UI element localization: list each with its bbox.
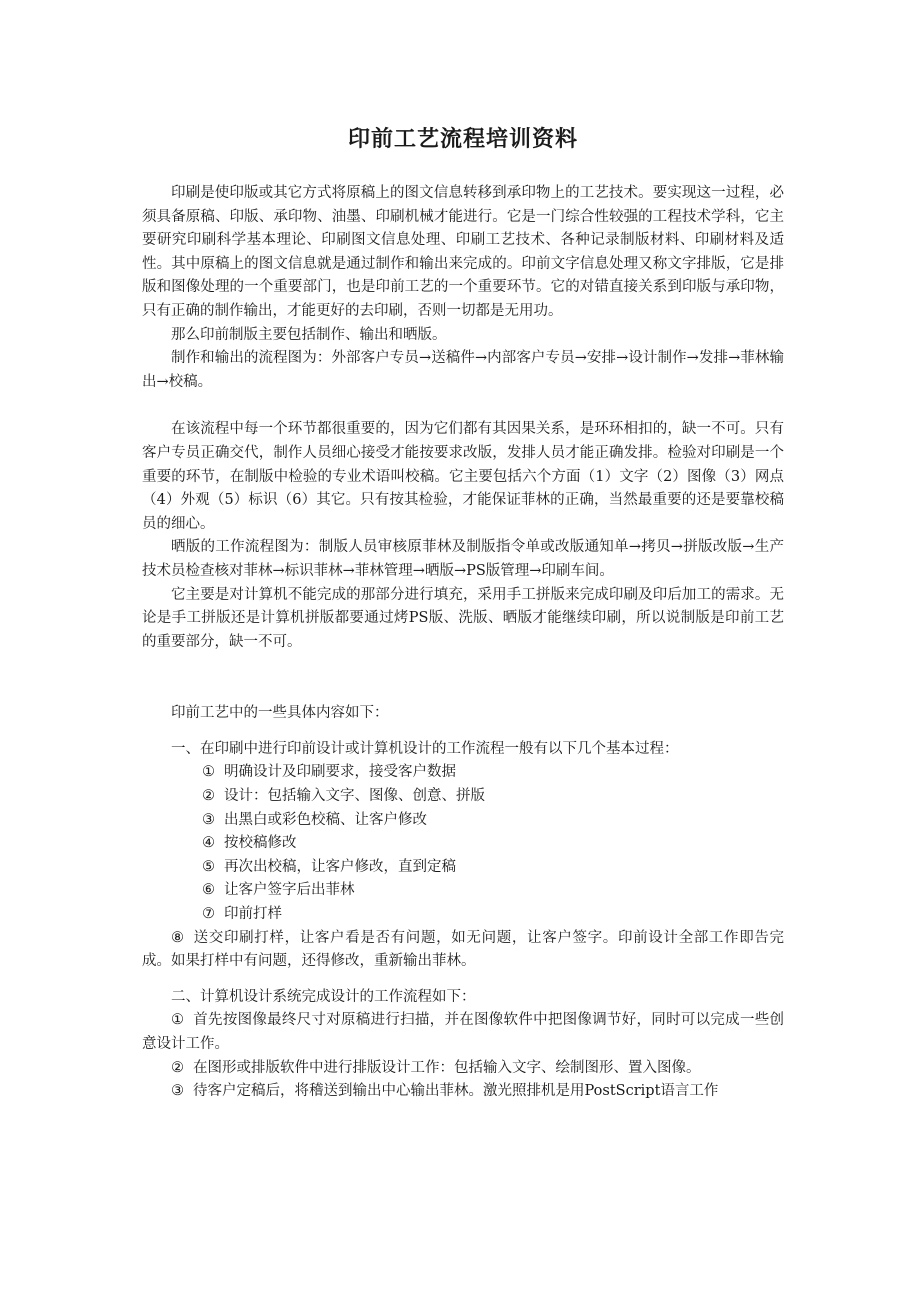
list-number: ②	[171, 1059, 184, 1076]
section1-heading: 一、在印刷中进行印前设计或计算机设计的工作流程一般有以下几个基本过程：	[171, 740, 679, 757]
list-text: 明确设计及印刷要求，接受客户数据	[224, 764, 456, 781]
list-item	[142, 832, 784, 856]
list-number: ②	[202, 788, 215, 805]
list-number: ①	[202, 764, 215, 781]
list-item	[142, 856, 784, 880]
list-item	[142, 879, 784, 903]
paragraph-inspection: 在该流程中每一个环节都很重要的，因为它们都有其因果关系，是环环相扣的，缺一不可。只有客户专员正确交代，制作人员细心接受才能按要求改版，发排人员才能正确发排。检验对印刷是一个重要的环节，在制版中检验的专业术语叫校稿。它主要包括六个方面（1）文字（2）图像（3）网点（4）外观（5）标识（6）其它。只有按其检验，才能保证菲林的正确，当然最重要的还是要靠校稿员的细心。	[142, 421, 784, 532]
list-item	[142, 761, 784, 785]
list-number: ③	[171, 1083, 184, 1100]
list-item	[142, 809, 784, 833]
list-text: 首先按图像最终尺寸对原稿进行扫描，并在图像软件中把图像调节好，同时可以完成一些创意设计工作。	[142, 1012, 784, 1052]
list-number: ⑦	[202, 906, 215, 923]
section2-heading: 二、计算机设计系统完成设计的工作流程如下：	[171, 988, 476, 1005]
paragraph-prepress-scope: 那么印前制版主要包括制作、输出和晒版。	[171, 326, 447, 343]
list-number: ⑤	[202, 858, 215, 875]
paragraph-output-flow: 制作和输出的流程图为：外部客户专员→送稿件→内部客户专员→安排→设计制作→发排→菲林输出→校稿。	[142, 350, 784, 390]
list-text: 出黑白或彩色校稿、让客户修改	[224, 811, 427, 828]
paragraph-manual-plate: 它主要是对计算机不能完成的那部分进行填充，采用手工拼版来完成印刷及印后加工的需求。无论是手工拼版还是计算机拼版都要通过烤PS版、洗版、晒版才能继续印刷，所以说制版是印前工艺的重要部分，缺一不可。	[142, 586, 784, 650]
list-text: 印前打样	[224, 906, 282, 923]
list-number: ③	[202, 811, 215, 828]
list-text: 再次出校稿，让客户修改，直到定稿	[224, 858, 456, 875]
paragraph-contents-intro: 印前工艺中的一些具体内容如下：	[171, 705, 389, 722]
list-item	[142, 785, 784, 809]
list-number: ⑥	[202, 882, 215, 899]
list-item	[142, 903, 784, 927]
document-title: 印前工艺流程培训资料	[347, 127, 578, 152]
paragraph-intro: 印刷是使印版或其它方式将原稿上的图文信息转移到承印物上的工艺技术。要实现这一过程，必须具备原稿、印版、承印物、油墨、印刷机械才能进行。它是一门综合性较强的工程技术学科，它主要研究印刷科学基本理论、印刷图文信息处理、印刷工艺技术、各种记录制版材料、印刷材料及适性。其中原稿上的图文信息就是通过制作和输出来完成的。印前文字信息处理又称文字排版，它是排版和图像处理的一个重要部门，也是印前工艺的一个重要环节。它的对错直接关系到印版与承印物，只有正确的制作输出，才能更好的去印刷，否则一切都是无用功。	[142, 185, 784, 319]
section2-item	[142, 1080, 784, 1104]
section2-item	[142, 1009, 784, 1056]
list-text: 让客户签字后出菲林	[224, 882, 355, 899]
paragraph-plate-flow: 晒版的工作流程图为：制版人员审核原菲林及制版指令单或改版通知单→拷贝→拼版改版→生产技术员检查核对菲林→标识菲林→菲林管理→晒版→PS版管理→印刷车间。	[142, 539, 784, 579]
list-number: ⑧	[171, 929, 184, 946]
list-text: 送交印刷打样，让客户看是否有问题，如无问题，让客户签字。印前设计全部工作即告完成。如果打样中有问题，还得修改，重新输出菲林。	[142, 929, 784, 970]
list-number: ①	[171, 1012, 184, 1029]
list-number: ④	[202, 835, 215, 852]
list-text: 在图形或排版软件中进行排版设计工作：包括输入文字、绘制图形、置入图像。	[193, 1059, 701, 1076]
list-text: 设计：包括输入文字、图像、创意、拼版	[224, 788, 485, 805]
list-text: 待客户定稿后，将稽送到输出中心输出菲林。激光照排机是用PostScript语言工作	[193, 1083, 719, 1100]
document-body	[142, 182, 784, 1104]
section2-item	[142, 1057, 784, 1081]
list-item-8	[142, 927, 784, 974]
list-text: 按校稿修改	[224, 835, 297, 852]
